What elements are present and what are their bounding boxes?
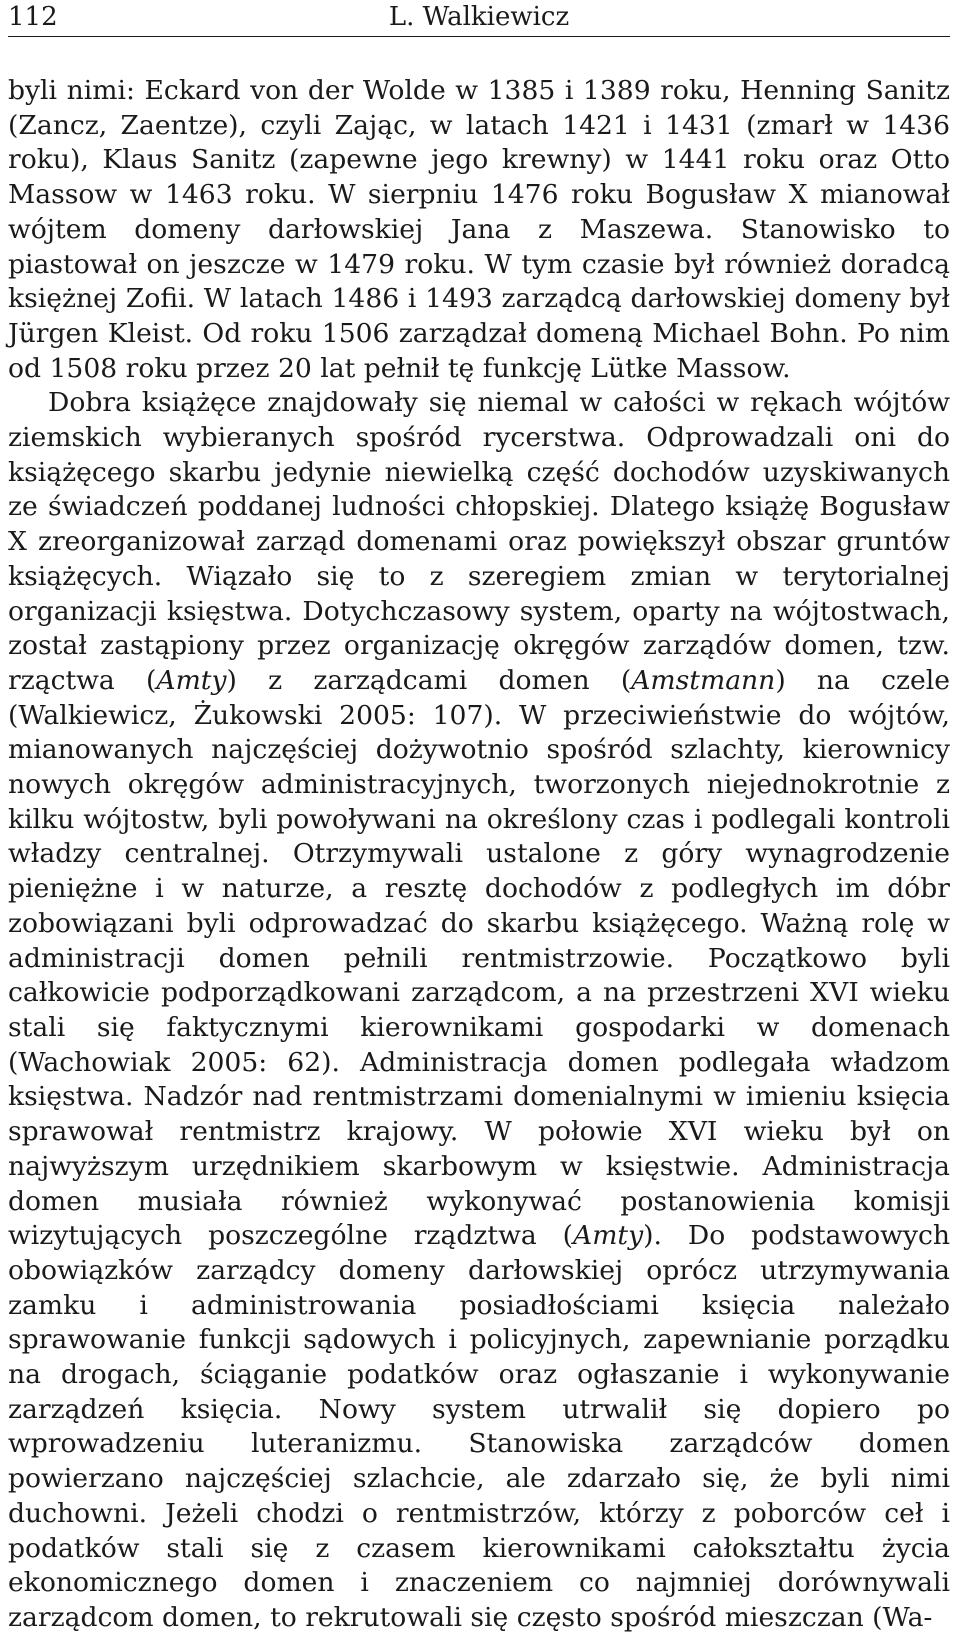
term-amty: Amty: [573, 1220, 644, 1252]
term-amstmann: Amstmann: [631, 664, 776, 696]
body-text: [8, 74, 950, 1636]
page-number: 112: [8, 2, 58, 32]
paragraph: [8, 74, 950, 386]
text-run: byli nimi: Eckard von der Wolde w 1385 i 1389 roku, Henning Sanitz (Zancz, Zaentze), czyli Zając, w latach 1421 i 1431 (zmarł w 1436 roku), Klaus Sanitz (zapewne jego krewny) w 1441 roku oraz Otto Massow w 1463 roku. W sierpniu 1476 roku Bogusław X mianował wójtem domeny darłowskiej Jana z Maszewa. Stanowisko to piastował on jeszcze w 1479 roku. W tym czasie był również doradcą księżnej Zofii. W latach 1486 i 1493 zarządcą darłowskiej domeny był Jürgen Kleist. Od roku 1506 zarządzał domeną Michael Bohn. Po nim od 1508 roku przez 20 lat pełnił tę funkcję Lütke Massow.: [8, 75, 950, 384]
text-run: ). Do podstawowych obowiązków zarządcy domeny darłowskiej oprócz utrzymywania zamku i administrowania posiadłościami księcia należało sprawowanie funkcji sądowych i policyjnych, zapewnianie porządku na drogach, ściąganie podatków oraz ogłaszanie i wykonywanie zarządzeń księcia. Nowy system utrwalił się dopiero po wprowadzeniu luteranizmu. Stanowiska zarządców domen powierzano najczęściej szlachcie, ale zdarzało się, że byli nimi duchowni. Jeżeli chodzi o rentmistrzów, którzy z poborców ceł i podatków stali się z czasem kierownikami całokształtu życia ekonomicznego domen i znaczeniem co najmniej dorównywali zarządcom domen, to rekrutowali się często spośród mieszczan (Wa-: [8, 1220, 950, 1633]
text-run: Dobra książęce znajdowały się niemal w całości w rękach wójtów ziemskich wybieranych spośród rycerstwa. Odprowadzali oni do książęcego skarbu jedynie niewielką część dochodów uzyskiwanych ze świadczeń poddanej ludności chłopskiej. Dlatego książę Bogusław X zreorganizował zarząd domenami oraz powiększył obszar gruntów książęcych. Wiązało się to z szeregiem zmian w terytorialnej organizacji księstwa. Dotychczasowy system, oparty na wójtostwach, został zastąpiony przez organizację okręgów zarządów domen, tzw. rząctwa (: [8, 387, 950, 696]
text-run: ) z zarządcami domen (: [226, 664, 632, 696]
paragraph: [8, 386, 950, 1635]
running-head: [8, 0, 950, 37]
text-run: ) na czele (Walkiewicz, Żukowski 2005: 107). W przeciwieństwie do wójtów, mianowanych najczęściej dożywotnio spośród szlachty, kierownicy nowych okręgów administracyjnych, tworzonych niejednokrotnie z kilku wójtostw, byli powoływani na określony czas i podlegali kontroli władzy centralnej. Otrzymywali ustalone z góry wynagrodzenie pieniężne i w naturze, a resztę dochodów z podległych im dóbr zobowiązani byli odprowadzać do skarbu książęcego. Ważną rolę w administracji domen pełnili rentmistrzowie. Początkowo byli całkowicie podporządkowani zarządcom, a na przestrzeni XVI wieku stali się faktycznymi kierownikami gospodarki w domenach (Wachowiak 2005: 62). Administracja domen podlegała władzom księstwa. Nadzór nad rentmistrzami domenialnymi w imieniu księcia sprawował rentmistrz krajowy. W połowie XVI wieku był on najwyższym urzędnikiem skarbowym w księstwie. Administracja domen musiała również wykonywać postanowienia komisji wizytujących poszczególne rządztwa (: [8, 664, 950, 1252]
running-head-author: L. Walkiewicz: [388, 2, 570, 32]
term-amty: Amty: [156, 664, 227, 696]
